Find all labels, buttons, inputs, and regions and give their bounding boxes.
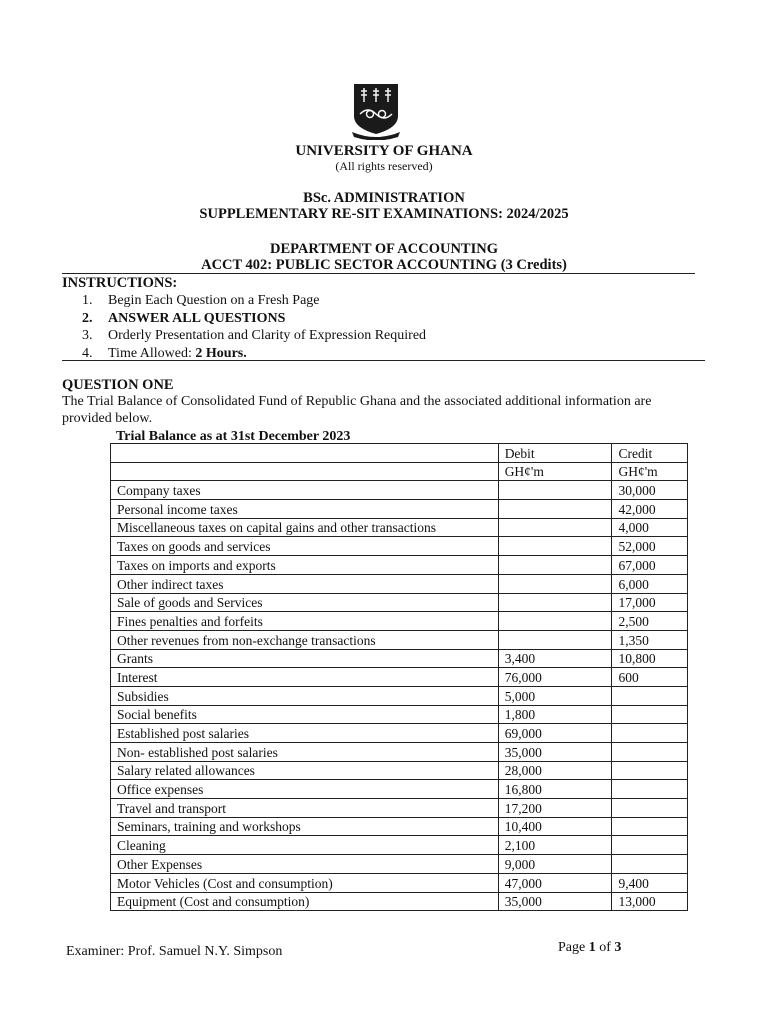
table-row bbox=[111, 686, 688, 705]
table-row bbox=[111, 537, 688, 556]
debit-cell bbox=[498, 574, 612, 593]
table-row bbox=[111, 612, 688, 631]
credit-cell: 42,000 bbox=[612, 500, 688, 519]
divider-bottom bbox=[62, 360, 705, 361]
question-heading: QUESTION ONE bbox=[62, 377, 174, 393]
question-intro: The Trial Balance of Consolidated Fund of Republic Ghana and the associated additional information are provided below. bbox=[62, 394, 652, 426]
account-cell: Social benefits bbox=[111, 705, 499, 724]
university-name: UNIVERSITY OF GHANA bbox=[295, 143, 473, 159]
debit-cell: 17,200 bbox=[498, 799, 612, 818]
credit-cell: 9,400 bbox=[612, 873, 688, 892]
table-row bbox=[111, 855, 688, 874]
account-cell: Sale of goods and Services bbox=[111, 593, 499, 612]
account-cell: Other revenues from non-exchange transactions bbox=[111, 630, 499, 649]
debit-cell: 10,400 bbox=[498, 817, 612, 836]
debit-cell: 76,000 bbox=[498, 668, 612, 687]
table-row bbox=[111, 593, 688, 612]
account-cell: Personal income taxes bbox=[111, 500, 499, 519]
debit-cell bbox=[498, 481, 612, 500]
table-row bbox=[111, 743, 688, 762]
credit-cell: 13,000 bbox=[612, 892, 688, 911]
account-cell: Established post salaries bbox=[111, 724, 499, 743]
instruction-item: 2. ANSWER ALL QUESTIONS bbox=[82, 310, 286, 326]
instructions-heading: INSTRUCTIONS: bbox=[62, 275, 178, 291]
account-cell: Fines penalties and forfeits bbox=[111, 612, 499, 631]
credit-cell: 30,000 bbox=[612, 481, 688, 500]
table-row bbox=[111, 799, 688, 818]
header-cell-debit: Debit bbox=[498, 444, 612, 463]
divider-top bbox=[62, 273, 695, 274]
credit-cell bbox=[612, 836, 688, 855]
header-cell-account bbox=[111, 444, 499, 463]
instruction-item: 3. Orderly Presentation and Clarity of Expression Required bbox=[82, 328, 427, 343]
trial-balance-title: Trial Balance as at 31st December 2023 bbox=[116, 429, 351, 444]
debit-cell bbox=[498, 500, 612, 519]
programme-title: BSc. ADMINISTRATION bbox=[303, 190, 465, 206]
account-cell: Non- established post salaries bbox=[111, 743, 499, 762]
debit-cell: 47,000 bbox=[498, 873, 612, 892]
header-cell-credit: Credit bbox=[612, 444, 688, 463]
units-cell-account bbox=[111, 462, 499, 481]
credit-cell: 600 bbox=[612, 668, 688, 687]
credit-cell: 6,000 bbox=[612, 574, 688, 593]
table-row bbox=[111, 649, 688, 668]
account-cell: Grants bbox=[111, 649, 499, 668]
table-row bbox=[111, 761, 688, 780]
account-cell: Motor Vehicles (Cost and consumption) bbox=[111, 873, 499, 892]
table-header-row bbox=[111, 444, 688, 463]
credit-cell bbox=[612, 743, 688, 762]
debit-cell bbox=[498, 612, 612, 631]
table-row bbox=[111, 873, 688, 892]
debit-cell: 2,100 bbox=[498, 836, 612, 855]
instruction-item: 1. Begin Each Question on a Fresh Page bbox=[82, 293, 320, 308]
table-row bbox=[111, 705, 688, 724]
account-cell: Salary related allowances bbox=[111, 761, 499, 780]
instruction-item: 4. Time Allowed: 2 Hours. bbox=[82, 345, 247, 361]
account-cell: Taxes on goods and services bbox=[111, 537, 499, 556]
account-cell: Other Expenses bbox=[111, 855, 499, 874]
debit-cell: 28,000 bbox=[498, 761, 612, 780]
account-cell: Taxes on imports and exports bbox=[111, 556, 499, 575]
account-cell: Travel and transport bbox=[111, 799, 499, 818]
credit-cell: 1,350 bbox=[612, 630, 688, 649]
account-cell: Subsidies bbox=[111, 686, 499, 705]
debit-cell: 35,000 bbox=[498, 743, 612, 762]
table-row bbox=[111, 780, 688, 799]
credit-cell: 67,000 bbox=[612, 556, 688, 575]
debit-cell: 1,800 bbox=[498, 705, 612, 724]
rights-notice: (All rights reserved) bbox=[335, 159, 433, 173]
credit-cell bbox=[612, 761, 688, 780]
debit-cell: 35,000 bbox=[498, 892, 612, 911]
exam-title: SUPPLEMENTARY RE-SIT EXAMINATIONS: 2024/2025 bbox=[199, 206, 569, 222]
account-cell: Company taxes bbox=[111, 481, 499, 500]
department-title: DEPARTMENT OF ACCOUNTING bbox=[269, 241, 498, 257]
credit-cell: 52,000 bbox=[612, 537, 688, 556]
credit-cell: 10,800 bbox=[612, 649, 688, 668]
table-row bbox=[111, 668, 688, 687]
units-cell-credit: GH¢'m bbox=[612, 462, 688, 481]
table-row bbox=[111, 724, 688, 743]
debit-cell bbox=[498, 593, 612, 612]
credit-cell bbox=[612, 855, 688, 874]
debit-cell: 5,000 bbox=[498, 686, 612, 705]
course-title: ACCT 402: PUBLIC SECTOR ACCOUNTING (3 Credits) bbox=[201, 257, 567, 273]
table-units-row bbox=[111, 462, 688, 481]
trial-balance-table bbox=[110, 443, 688, 911]
table-row bbox=[111, 500, 688, 519]
table-row bbox=[111, 630, 688, 649]
table-row bbox=[111, 556, 688, 575]
credit-cell bbox=[612, 799, 688, 818]
credit-cell: 17,000 bbox=[612, 593, 688, 612]
account-cell: Cleaning bbox=[111, 836, 499, 855]
debit-cell bbox=[498, 556, 612, 575]
debit-cell: 3,400 bbox=[498, 649, 612, 668]
debit-cell: 16,800 bbox=[498, 780, 612, 799]
units-cell-debit: GH¢'m bbox=[498, 462, 612, 481]
examiner-name: Examiner: Prof. Samuel N.Y. Simpson bbox=[66, 944, 283, 959]
page-number: Page 1 of 3 bbox=[558, 940, 622, 955]
debit-cell: 9,000 bbox=[498, 855, 612, 874]
account-cell: Other indirect taxes bbox=[111, 574, 499, 593]
table-row bbox=[111, 817, 688, 836]
account-cell: Seminars, training and workshops bbox=[111, 817, 499, 836]
table-row bbox=[111, 892, 688, 911]
debit-cell bbox=[498, 518, 612, 537]
credit-cell bbox=[612, 724, 688, 743]
debit-cell bbox=[498, 537, 612, 556]
credit-cell bbox=[612, 686, 688, 705]
university-crest-icon bbox=[348, 82, 404, 140]
credit-cell: 2,500 bbox=[612, 612, 688, 631]
credit-cell bbox=[612, 817, 688, 836]
table-row bbox=[111, 481, 688, 500]
debit-cell: 69,000 bbox=[498, 724, 612, 743]
account-cell: Office expenses bbox=[111, 780, 499, 799]
instructions-list bbox=[82, 292, 426, 362]
table-row bbox=[111, 836, 688, 855]
debit-cell bbox=[498, 630, 612, 649]
account-cell: Interest bbox=[111, 668, 499, 687]
table-row bbox=[111, 518, 688, 537]
credit-cell: 4,000 bbox=[612, 518, 688, 537]
credit-cell bbox=[612, 705, 688, 724]
credit-cell bbox=[612, 780, 688, 799]
table-row bbox=[111, 574, 688, 593]
account-cell: Equipment (Cost and consumption) bbox=[111, 892, 499, 911]
account-cell: Miscellaneous taxes on capital gains and other transactions bbox=[111, 518, 499, 537]
